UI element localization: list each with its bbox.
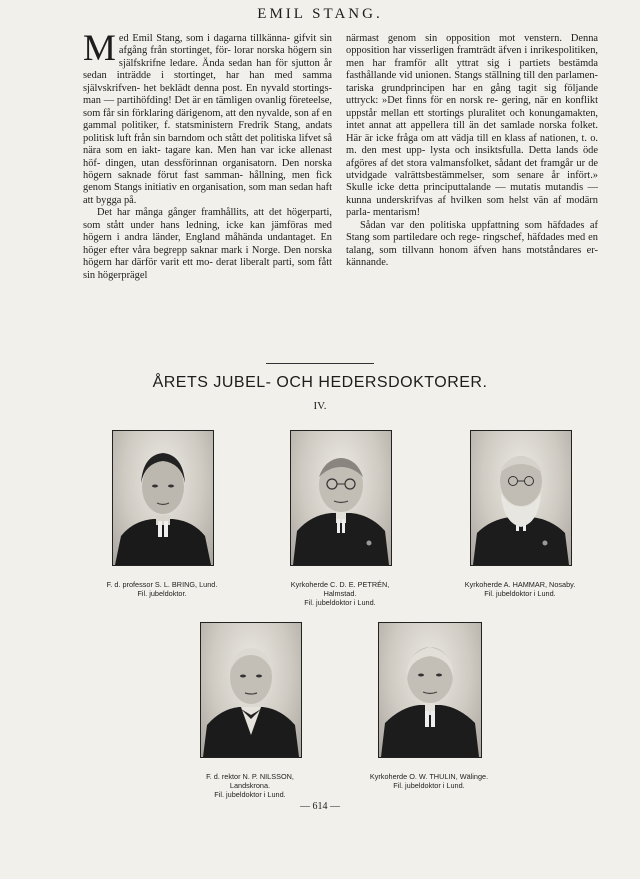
caption-name: Kyrkoherde A. HAMMAR, Nosaby. bbox=[464, 580, 576, 589]
portrait-caption-thulin bbox=[349, 772, 509, 790]
portrait-photo-nilsson bbox=[200, 622, 302, 758]
caption-title: Fil. jubeldoktor i Lund. bbox=[214, 790, 286, 800]
portrait-caption-hammar bbox=[440, 580, 600, 598]
portrait-caption-petren bbox=[260, 580, 420, 608]
portrait-caption-nilsson bbox=[170, 772, 330, 800]
portrait-photo-petren bbox=[290, 430, 392, 566]
portrait-photo-bring bbox=[112, 430, 214, 566]
article-left-column bbox=[83, 28, 332, 282]
portrait-photo-thulin bbox=[378, 622, 482, 758]
caption-title: Fil. jubeldoktor i Lund. bbox=[304, 598, 376, 608]
caption-title: Fil. jubeldoktor i Lund. bbox=[484, 589, 556, 599]
article-paragraph-text: ed Emil Stang, som i dagarna tillkänna- gifvit sin afgång från stortinget, för- lorar norska högern sin själfskrifne ledare. Ända sedan han för sjutton år sedan inträdde i stortinget, har han med samma självskrifven- het beklädt denna post. En nyvald stortings- man — partihöfding! Det är en tämligen ovanlig företeelse, som får sin förklaring därigenom, att den nyvalde, son af en gammal politiker, f. statsministern Fredrik Stang, andats politisk luft från sin barndom och stått det politiska lifvet så nära som en iakt- tagare kan. Men han var icke allenast höf- dingen, utan dessförinnan organisatorn. Den norska högern saknade förut fast samman- hållning, men fick genom Stangs initiativ en organisation, som man sedan haft att bygga på. bbox=[83, 33, 332, 206]
caption-name: F. d. rektor N. P. NILSSON, bbox=[206, 772, 294, 781]
caption-name: Kyrkoherde C. D. E. PETRÉN, bbox=[290, 580, 390, 589]
section-number: IV. bbox=[313, 400, 327, 412]
page-number: — 614 — bbox=[300, 801, 340, 812]
portrait-photo-hammar bbox=[470, 430, 572, 566]
caption-title: Fil. jubeldoktor i Lund. bbox=[393, 781, 465, 791]
article-paragraph: Det har många gånger framhållits, att det högerparti, som stått under hans ledning, icke kan jämföras med högern i andra länder, England måhända undantaget. En höger efter våra begrepp saknar mark i Norge. Den norska högern har därför varit ett mo- derat liberalt parti, som fått sin högerprägel bbox=[83, 207, 332, 281]
caption-place: Halmstad. bbox=[323, 589, 357, 599]
portrait-figure bbox=[471, 431, 571, 565]
article-paragraph: Sådan var den politiska uppfattning som häfdades af Stang som partiledare och rege- ringschef, häfdades med en talang, som tillvann honom äfven hans motståndares er- kännande. bbox=[346, 219, 598, 269]
caption-name: F. d. professor S. L. BRING, Lund. bbox=[106, 580, 218, 589]
running-header: EMIL STANG. bbox=[257, 6, 383, 22]
section-title: ÅRETS JUBEL- OCH HEDERSDOKTORER. bbox=[152, 374, 488, 391]
article-right-column bbox=[346, 33, 598, 270]
article-paragraph: närmast genom sin opposition mot venstern. Denna opposition har visserligen framträdt äfven i inrikespolitiken, men har framför allt yttrat sig i partiets bestämda fasthållande vid unionen. Stangs ställning till den parlamen- tariska grundprincipen har en gång tagit sig följande uttryck: »Det finns för en norsk re- gering, när en konflikt uppstår mellan ett stortings pluralitet och konungamakten, intet annat att appellera till än det samlade norska folket. Här är icke fråga om att vädja till en klass af nationen, t. o. m. den mest upp- lysta och insiktsfulla. Detta lands öde afgöres af det stora valmansfolket, sådant det framgår ur de utvidgade valrättsbestämmelser, som senare år infört.» Skulle icke detta principuttalande — mutatis mutandis — kunna underskrifvas af hvilken som helst vän af modärn parla- mentarism! bbox=[346, 33, 598, 219]
portrait-figure bbox=[201, 623, 301, 757]
portrait-caption-bring bbox=[82, 580, 242, 598]
article-paragraph bbox=[83, 28, 332, 207]
portrait-figure bbox=[379, 623, 481, 757]
portrait-figure bbox=[113, 431, 213, 565]
portrait-figure bbox=[291, 431, 391, 565]
caption-title: Fil. jubeldoktor. bbox=[137, 589, 187, 599]
drop-cap: M bbox=[83, 28, 116, 69]
caption-name: Kyrkoherde O. W. THULIN, Wälinge. bbox=[369, 772, 489, 781]
section-divider bbox=[266, 363, 374, 364]
caption-place: Landskrona. bbox=[229, 781, 271, 791]
